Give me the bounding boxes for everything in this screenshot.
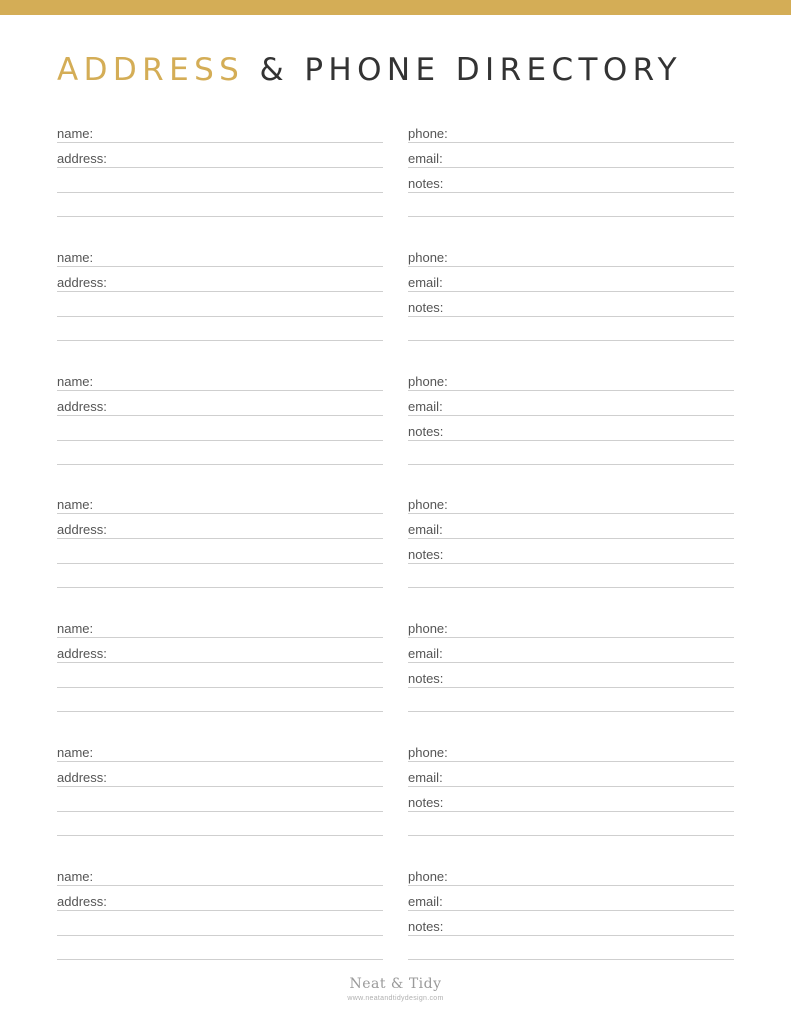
name-field-label: name: [57,746,96,761]
name-field-label: name: [57,127,96,142]
address-field[interactable] [57,273,383,292]
name-field[interactable] [57,743,383,762]
address-line-3[interactable] [57,198,383,217]
email-field-label: email: [408,523,446,538]
directory-entry [0,743,791,843]
phone-field[interactable] [408,124,734,143]
email-field[interactable] [408,273,734,292]
directory-entry [0,867,791,967]
name-field[interactable] [57,495,383,514]
address-field-label: address: [57,152,110,167]
address-line-2[interactable] [57,917,383,936]
brand-url: www.neatandtidydesign.com [347,995,444,1002]
address-field-label: address: [57,276,110,291]
email-field-label: email: [408,895,446,910]
address-line-3[interactable] [57,322,383,341]
email-field[interactable] [408,149,734,168]
notes-field-label: notes: [408,672,446,687]
phone-field-label: phone: [408,746,451,761]
phone-field-label: phone: [408,498,451,513]
notes-line-2[interactable] [408,693,734,712]
address-field-label: address: [57,647,110,662]
address-field[interactable] [57,397,383,416]
notes-field[interactable] [408,669,734,688]
top-accent-bar [0,0,791,15]
phone-field-label: phone: [408,127,451,142]
name-field-label: name: [57,375,96,390]
notes-field[interactable] [408,545,734,564]
address-line-2[interactable] [57,298,383,317]
page-title-accent: ADDRESS [57,52,245,88]
notes-field[interactable] [408,298,734,317]
page-title [57,50,682,90]
notes-field[interactable] [408,174,734,193]
brand-logo-text: Neat & Tidy [349,976,442,992]
address-line-2[interactable] [57,545,383,564]
notes-line-2[interactable] [408,322,734,341]
phone-field[interactable] [408,619,734,638]
notes-line-2[interactable] [408,446,734,465]
phone-field[interactable] [408,867,734,886]
email-field[interactable] [408,768,734,787]
address-line-3[interactable] [57,941,383,960]
name-field-label: name: [57,870,96,885]
notes-line-2[interactable] [408,941,734,960]
name-field-label: name: [57,251,96,266]
notes-field-label: notes: [408,301,446,316]
email-field-label: email: [408,400,446,415]
address-field-label: address: [57,895,110,910]
phone-field[interactable] [408,372,734,391]
address-field[interactable] [57,520,383,539]
name-field[interactable] [57,867,383,886]
address-field[interactable] [57,892,383,911]
notes-line-2[interactable] [408,817,734,836]
notes-field[interactable] [408,793,734,812]
address-field[interactable] [57,644,383,663]
phone-field-label: phone: [408,870,451,885]
notes-field-label: notes: [408,425,446,440]
email-field[interactable] [408,397,734,416]
name-field[interactable] [57,619,383,638]
phone-field[interactable] [408,248,734,267]
notes-line-2[interactable] [408,569,734,588]
address-line-2[interactable] [57,793,383,812]
phone-field[interactable] [408,743,734,762]
notes-field-label: notes: [408,796,446,811]
phone-field-label: phone: [408,375,451,390]
phone-field-label: phone: [408,251,451,266]
notes-field[interactable] [408,422,734,441]
address-field[interactable] [57,768,383,787]
notes-field-label: notes: [408,548,446,563]
address-line-2[interactable] [57,669,383,688]
directory-entry [0,372,791,472]
notes-field[interactable] [408,917,734,936]
address-line-3[interactable] [57,446,383,465]
address-field-label: address: [57,400,110,415]
email-field[interactable] [408,520,734,539]
name-field[interactable] [57,372,383,391]
phone-field-label: phone: [408,622,451,637]
directory-entry [0,619,791,719]
directory-entry [0,248,791,348]
notes-field-label: notes: [408,920,446,935]
notes-line-2[interactable] [408,198,734,217]
directory-entry [0,124,791,224]
address-line-3[interactable] [57,569,383,588]
address-line-2[interactable] [57,422,383,441]
email-field-label: email: [408,152,446,167]
page-title-rest: & PHONE DIRECTORY [259,52,682,88]
name-field-label: name: [57,622,96,637]
address-line-2[interactable] [57,174,383,193]
email-field-label: email: [408,771,446,786]
phone-field[interactable] [408,495,734,514]
email-field[interactable] [408,892,734,911]
email-field-label: email: [408,276,446,291]
address-field-label: address: [57,771,110,786]
address-field-label: address: [57,523,110,538]
email-field[interactable] [408,644,734,663]
address-field[interactable] [57,149,383,168]
address-line-3[interactable] [57,693,383,712]
name-field-label: name: [57,498,96,513]
notes-field-label: notes: [408,177,446,192]
email-field-label: email: [408,647,446,662]
directory-entry [0,495,791,595]
name-field[interactable] [57,248,383,267]
address-line-3[interactable] [57,817,383,836]
name-field[interactable] [57,124,383,143]
